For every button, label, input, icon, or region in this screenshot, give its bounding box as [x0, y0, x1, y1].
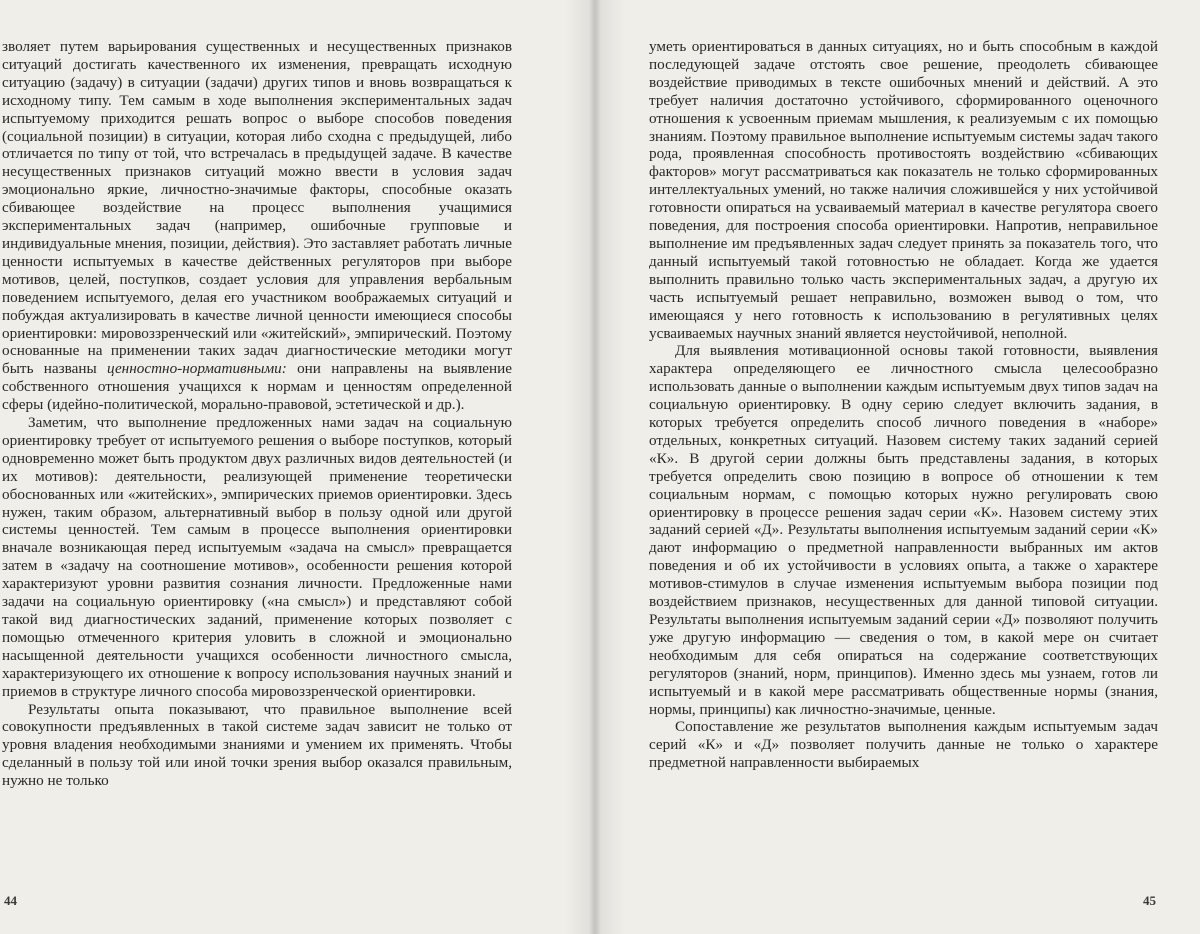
left-page	[0, 0, 590, 934]
right-paragraph-3: Сопоставление же результатов выполнения каждым испытуемым задач серий «К» и «Д» позволяет получить данные не только о характере предметной направленности выбираемых	[649, 718, 1158, 772]
left-paragraph-3: Результаты опыта показывают, что правильное выполнение всей совокупности предъявленных в такой системе задач зависит не только от уровня владения необходимыми знаниями и умением их применять. Чтобы сделанный в пользу той или иной точки зрения выбор оказался правильным, нужно не только	[2, 700, 512, 790]
right-paragraph-1: уметь ориентироваться в данных ситуациях, но и быть способным в каждой последующей задаче отстоять свое решение, преодолеть сбивающее воздействие приводимых в тексте ошибочных мнений и действий. А это требует наличия достаточно устойчивого, сформированного оценочного отношения к усвоенным приемам мышления, к реализуемым с их помощью знаниям. Поэтому правильное выполнение испытуемым системы задач такого рода, проявленная способность противостоять воздействию «сбивающих факторов» могут рассматриваться как показатель не только сформированных интеллектуальных умений, но также наличия сложившейся у них устойчивой готовности опираться на усваиваемый материал в качестве регулятора своего поведения, для построения способа ориентировки. Напротив, неправильное выполнение им предъявленных задач следует принять за показатель того, что данный испытуемый такой готовностью не обладает. Когда же удается выполнить правильно только часть экспериментальных задач, а другую их часть испытуемый решает неправильно, возможен вывод о том, что имеющаяся у него готовность к использованию в регулятивных целях усваиваемых научных знаний является неустойчивой, неполной.	[649, 38, 1158, 342]
book-gutter	[565, 0, 625, 934]
left-paragraph-1-text: зволяет путем варьирования существенных и несущественных признаков ситуаций достигать качественного их изменения, превращать исходную ситуацию (задачу) в ситуации (задачи) других типов и вновь возвращаться к исходному типу. Тем самым в ходе выполнения экспериментальных задач испытуемому приходится решать вопрос о выборе способов поведения (социальной позиции) в ситуации, которая либо сходна с предыдущей, либо отличается по типу от той, что встречалась в предыдущей задаче. В качестве несущественных признаков ситуаций можно ввести в условия задач эмоционально яркие, личностно-значимые факторы, способные оказать сбивающее воздействие на процесс выполнения учащимися экспериментальных задач (например, ошибочные групповые и индивидуальные мнения, позиции, действия). Это заставляет работать личные ценности испытуемых в качестве действенных регуляторов при выборе мотивов, целей, поступков, создает условия для управления вербальным поведением испытуемого, делая его участником воображаемых ситуаций и побуждая актуализировать в качестве личной ценности имеющиеся способы ориентировки: мировоззренческий или «житейский», эмпирический. Поэтому основанные на применении таких задач диагностические методики могут быть названы	[2, 38, 512, 378]
left-paragraph-2: Заметим, что выполнение предложенных нами задач на социальную ориентировку требует от испытуемого решения о выборе поступков, который одновременно может быть продуктом двух различных видов деятельностей (и их мотивов): деятельности, реализующей применение теоретически обоснованных или «житейских», эмпирических приемов ориентировки. Здесь нужен, таким образом, альтернативный выбор в пользу одной или другой системы ценностей. Тем самым в процессе выполнения ориентировки вначале возникающая перед испытуемым «задача на смысл» превращается затем в «задачу на соотношение мотивов», особенности решения которой характеризуют уровни развития сознания личности. Предложенные нами задачи на социальную ориентировку («на смысл») и представляют собой такой вид диагностических заданий, применение которых позволяет с помощью отмеченного критерия уловить в сложной и эмоционально насыщенной деятельности учащихся особенности личностного смысла, характеризующего их отношение к вопросу использования научных знаний и приемов в структуре личного способа мировоззренческой ориентировки.	[2, 414, 512, 700]
left-paragraph-1-text-after: они направлены на выявление собственного отношения учащихся к нормам и ценностям определенной сферы (идейно-политической, морально-правовой, эстетической и др.).	[2, 360, 513, 414]
right-text-column	[649, 38, 1158, 772]
right-paragraph-2: Для выявления мотивационной основы такой готовности, выявления характера определяющего ее личностного смысла целесообразно использовать данные о выполнении каждым испытуемым двух типов задач на социальную ориентировку. В одну серию следует включить задания, в которых требуется определить способ личного поведения в «наборе» отдельных, конкретных ситуаций. Назовем систему таких заданий серией «К». В другой серии должны быть представлены задания, в которых требуется определить свою позицию в вопросе об отношении к тем социальным нормам, с помощью которых нужно регулировать свою ориентировку в процессе решения задач серии «К». Назовем систему этих заданий серией «Д». Результаты выполнения испытуемым заданий серии «К» дают информацию о предметной направленности выбранных им актов поведения и об их устойчивости в условиях опыта, а также о характере мотивов-стимулов в случае изменения испытуемым выбора позиции под воздействием признаков, несущественных для данной типовой ситуации. Результаты выполнения испытуемым заданий серии «Д» позволяют получить уже другую информацию — сведения о том, в какой мере он считает необходимым для себя опираться на содержание соответствующих регуляторов (знаний, норм, принципов). Именно здесь мы узнаем, готов ли испытуемый и в какой мере рассматривать общественные нормы (знания, нормы, принципы) как личностно-значимые, ценные.	[649, 342, 1158, 718]
left-page-number: 44	[4, 893, 17, 908]
left-paragraph-1-term: ценностно-нормативными:	[106, 360, 287, 378]
left-paragraph-1	[2, 38, 512, 414]
right-page	[600, 0, 1200, 934]
right-page-number: 45	[1143, 893, 1156, 908]
left-text-column	[2, 38, 512, 790]
